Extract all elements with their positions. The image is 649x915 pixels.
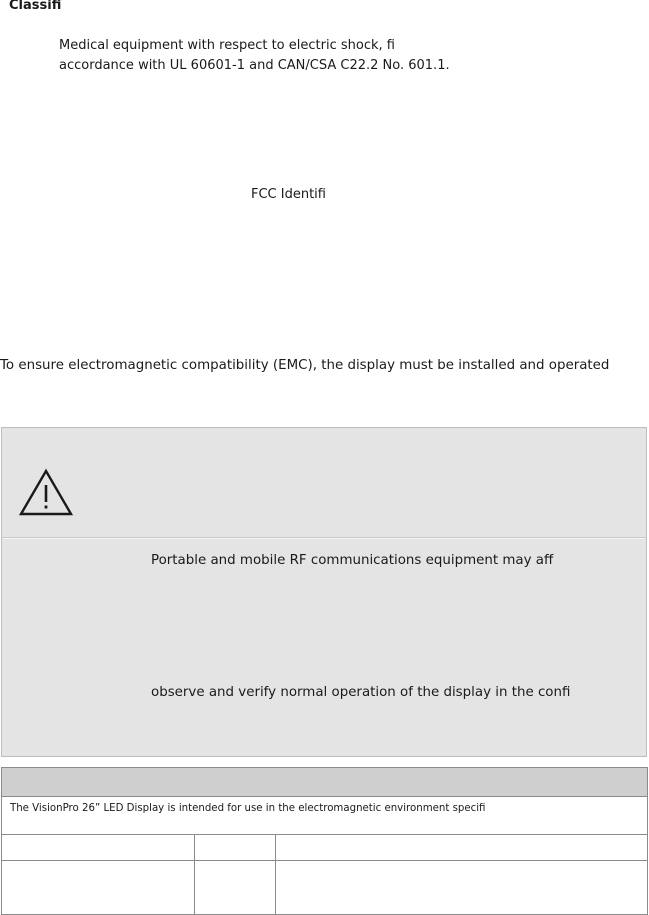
table-header-bar <box>2 768 647 797</box>
table-row-divider <box>2 860 647 861</box>
fcc-identification-label: FCC Identifi <box>251 187 326 202</box>
classification-line-1: Medical equipment with respect to electric shock, fi <box>59 38 395 53</box>
classification-line-2: accordance with UL 60601-1 and CAN/CSA C22.2 No. 601.1. <box>59 58 450 73</box>
emc-statement: To ensure electromagnetic compatibility (EMC), the display must be installed and operated <box>0 358 610 373</box>
emc-guidance-table <box>1 767 648 915</box>
warning-line-1: Portable and mobile RF communications equipment may aff <box>151 553 554 568</box>
classification-heading: Classifi <box>9 0 62 13</box>
warning-divider <box>2 537 646 538</box>
table-column-divider <box>194 835 195 914</box>
table-intro-text: The VisionPro 26” LED Display is intended for use in the electromagnetic environment specifi <box>10 803 486 814</box>
warning-box <box>1 427 647 757</box>
table-column-divider <box>275 835 276 914</box>
table-row-divider <box>2 834 647 835</box>
warning-triangle-icon <box>18 468 74 518</box>
warning-line-2: observe and verify normal operation of the display in the confi <box>151 685 571 700</box>
